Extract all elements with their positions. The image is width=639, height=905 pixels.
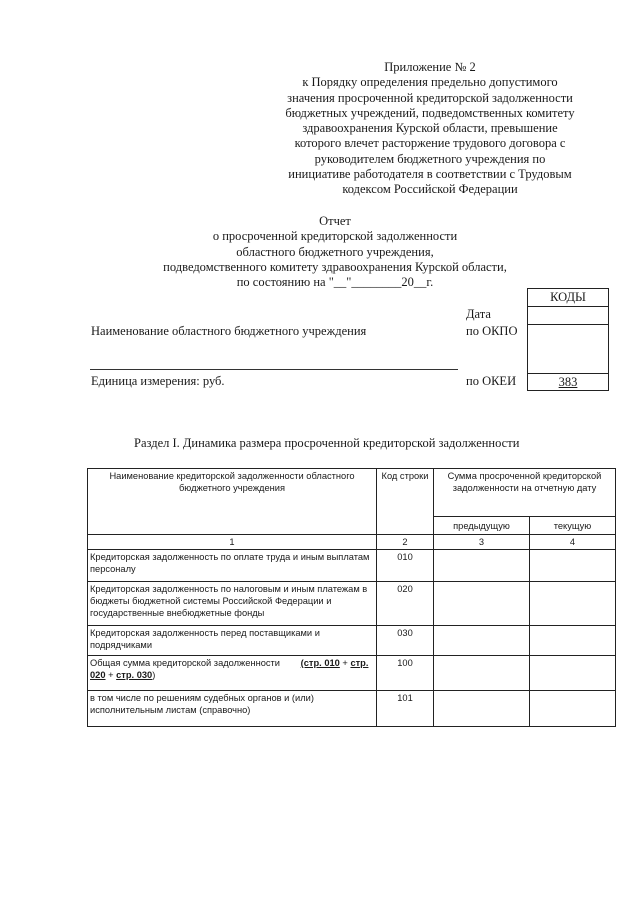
report-line: областного бюджетного учреждения, bbox=[236, 244, 434, 259]
total-label: Общая сумма кредиторской задолженности bbox=[90, 658, 280, 668]
row-name: Кредиторская задолженность по оплате труда и иным выплатам персоналу bbox=[88, 550, 377, 582]
table-row bbox=[88, 626, 616, 656]
previous-value-cell[interactable] bbox=[434, 626, 530, 656]
column-number: 3 bbox=[434, 535, 530, 550]
appendix-header bbox=[265, 60, 595, 198]
total-ref-020: стр. 020 bbox=[90, 658, 369, 680]
table-row-total bbox=[88, 656, 616, 691]
previous-value-cell[interactable] bbox=[434, 582, 530, 626]
header-code: Код строки bbox=[377, 469, 434, 535]
codes-table bbox=[527, 288, 609, 391]
report-title bbox=[120, 214, 550, 290]
appendix-line: к Порядку определения предельно допустимого bbox=[302, 75, 558, 90]
row-name: Кредиторская задолженность перед поставщиками и подрядчиками bbox=[88, 626, 377, 656]
appendix-line: Приложение № 2 bbox=[384, 60, 476, 74]
previous-value-cell[interactable] bbox=[434, 691, 530, 727]
appendix-line: инициативе работодателя в соответствии с Трудовым bbox=[288, 167, 572, 182]
okpo-code-cell[interactable] bbox=[528, 325, 609, 374]
report-line: по состоянию на "__"________20__г. bbox=[236, 275, 434, 290]
row-code: 010 bbox=[377, 550, 434, 582]
current-value-cell[interactable] bbox=[530, 626, 616, 656]
total-ref-030: стр. 030 bbox=[116, 670, 153, 680]
header-current: текущую bbox=[530, 517, 616, 535]
okei-code-value: 383 bbox=[558, 374, 578, 389]
codes-header: КОДЫ bbox=[528, 289, 609, 307]
appendix-line: бюджетных учреждений, подведомственных комитету bbox=[285, 105, 575, 120]
column-number: 2 bbox=[377, 535, 434, 550]
appendix-line: руководителем бюджетного учреждения по bbox=[314, 151, 546, 166]
header-sum: Сумма просроченной кредиторской задолженности на отчетную дату bbox=[434, 469, 616, 517]
column-number: 4 bbox=[530, 535, 616, 550]
institution-name-line[interactable] bbox=[90, 369, 458, 370]
table-row bbox=[88, 582, 616, 626]
appendix-line: здравоохранения Курской области, превышение bbox=[302, 121, 558, 136]
date-label: Дата bbox=[466, 307, 491, 321]
current-value-cell[interactable] bbox=[530, 656, 616, 691]
previous-value-cell[interactable] bbox=[434, 550, 530, 582]
current-value-cell[interactable] bbox=[530, 582, 616, 626]
okei-code-cell bbox=[528, 374, 609, 391]
section-title: Раздел I. Динамика размера просроченной кредиторской задолженности bbox=[134, 436, 520, 450]
current-value-cell[interactable] bbox=[530, 550, 616, 582]
total-close: ) bbox=[152, 670, 156, 680]
institution-label: Наименование областного бюджетного учреждения bbox=[91, 324, 367, 338]
okei-label: по ОКЕИ bbox=[466, 374, 517, 388]
header-name: Наименование кредиторской задолженности областного бюджетного учреждения bbox=[88, 469, 377, 535]
okpo-label: по ОКПО bbox=[466, 324, 518, 338]
table-row bbox=[88, 550, 616, 582]
table-row bbox=[88, 691, 616, 727]
row-name: в том числе по решениям судебных органов и (или) исполнительным листам (справочно) bbox=[88, 691, 377, 727]
row-code: 100 bbox=[377, 656, 434, 691]
header-previous: предыдущую bbox=[434, 517, 530, 535]
date-code-cell[interactable] bbox=[528, 307, 609, 325]
appendix-line: кодексом Российской Федерации bbox=[342, 182, 518, 197]
appendix-line: значения просроченной кредиторской задолженности bbox=[287, 90, 573, 105]
debt-table bbox=[87, 468, 616, 727]
row-code: 101 bbox=[377, 691, 434, 727]
report-line: о просроченной кредиторской задолженности bbox=[212, 229, 458, 244]
current-value-cell[interactable] bbox=[530, 691, 616, 727]
total-plus: + bbox=[105, 670, 117, 680]
column-number: 1 bbox=[88, 535, 377, 550]
unit-label: Единица измерения: руб. bbox=[91, 374, 225, 388]
appendix-line: которого влечет расторжение трудового договора с bbox=[294, 136, 566, 151]
row-name: Кредиторская задолженность по налоговым и иным платежам в бюджеты бюджетной системы Российской Федерации и государственные внебюджетные фонды bbox=[88, 582, 377, 626]
report-line: подведомственного комитету здравоохранения Курской области, bbox=[163, 259, 507, 274]
total-name bbox=[88, 656, 377, 691]
previous-value-cell[interactable] bbox=[434, 656, 530, 691]
row-code: 020 bbox=[377, 582, 434, 626]
total-plus: + bbox=[339, 658, 351, 668]
row-code: 030 bbox=[377, 626, 434, 656]
total-ref-010: (стр. 010 bbox=[300, 658, 340, 668]
report-line: Отчет bbox=[319, 214, 351, 228]
